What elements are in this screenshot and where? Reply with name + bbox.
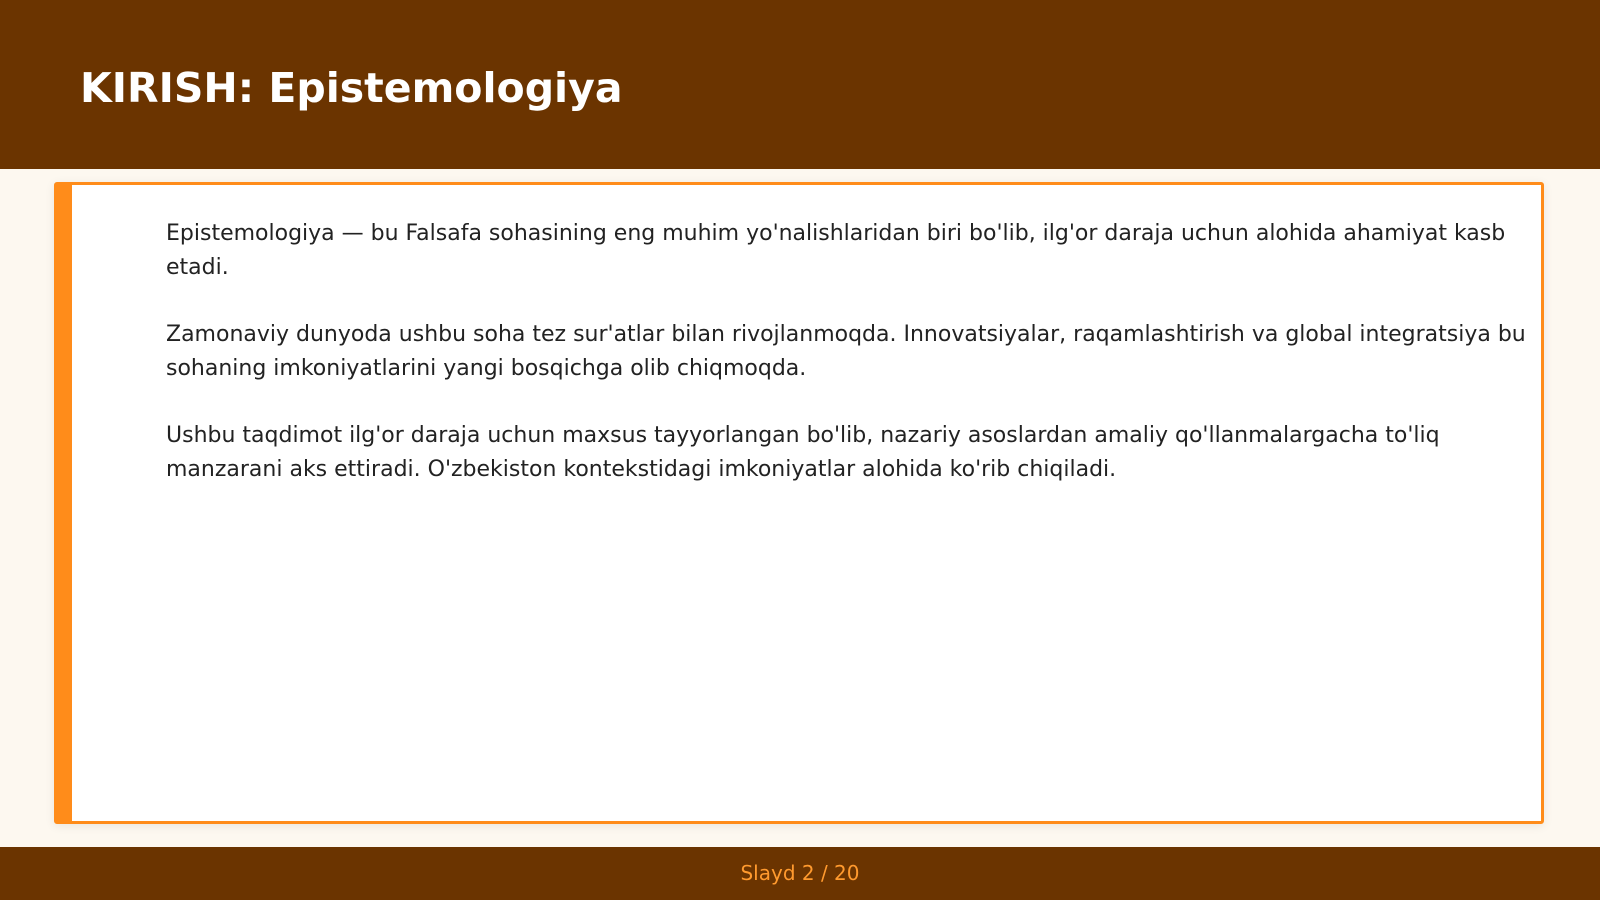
paragraph-presentation-scope: Ushbu taqdimot ilg'or daraja uchun maxsus tayyorlangan bo'lib, nazariy asoslardan amaliy qo'llanmalargacha to'liq manzarani aks ettiradi. O'zbekiston kontekstidagi imkoniyatlar alohida ko'rib chiqiladi.: [166, 423, 1440, 482]
paragraph-modern-world: Zamonaviy dunyoda ushbu soha tez sur'atlar bilan rivojlanmoqda. Innovatsiyalar, raqamlashtirish va global integratsiya bu sohaning imkoniyatlarini yangi bosqichga olib chiqmoqda.: [166, 322, 1526, 381]
paragraph-intro: Epistemologiya — bu Falsafa sohasining eng muhim yo'nalishlaridan biri bo'lib, ilg'or daraja uchun alohida ahamiyat kasb etadi.: [166, 221, 1506, 280]
slide-title: KIRISH: Epistemologiya: [80, 64, 623, 112]
slide-footer: [0, 847, 1600, 900]
slide-header: [0, 0, 1600, 169]
content-body: [166, 217, 1536, 520]
slide-number: Slayd 2 / 20: [740, 861, 860, 885]
content-card: [54, 182, 1544, 824]
